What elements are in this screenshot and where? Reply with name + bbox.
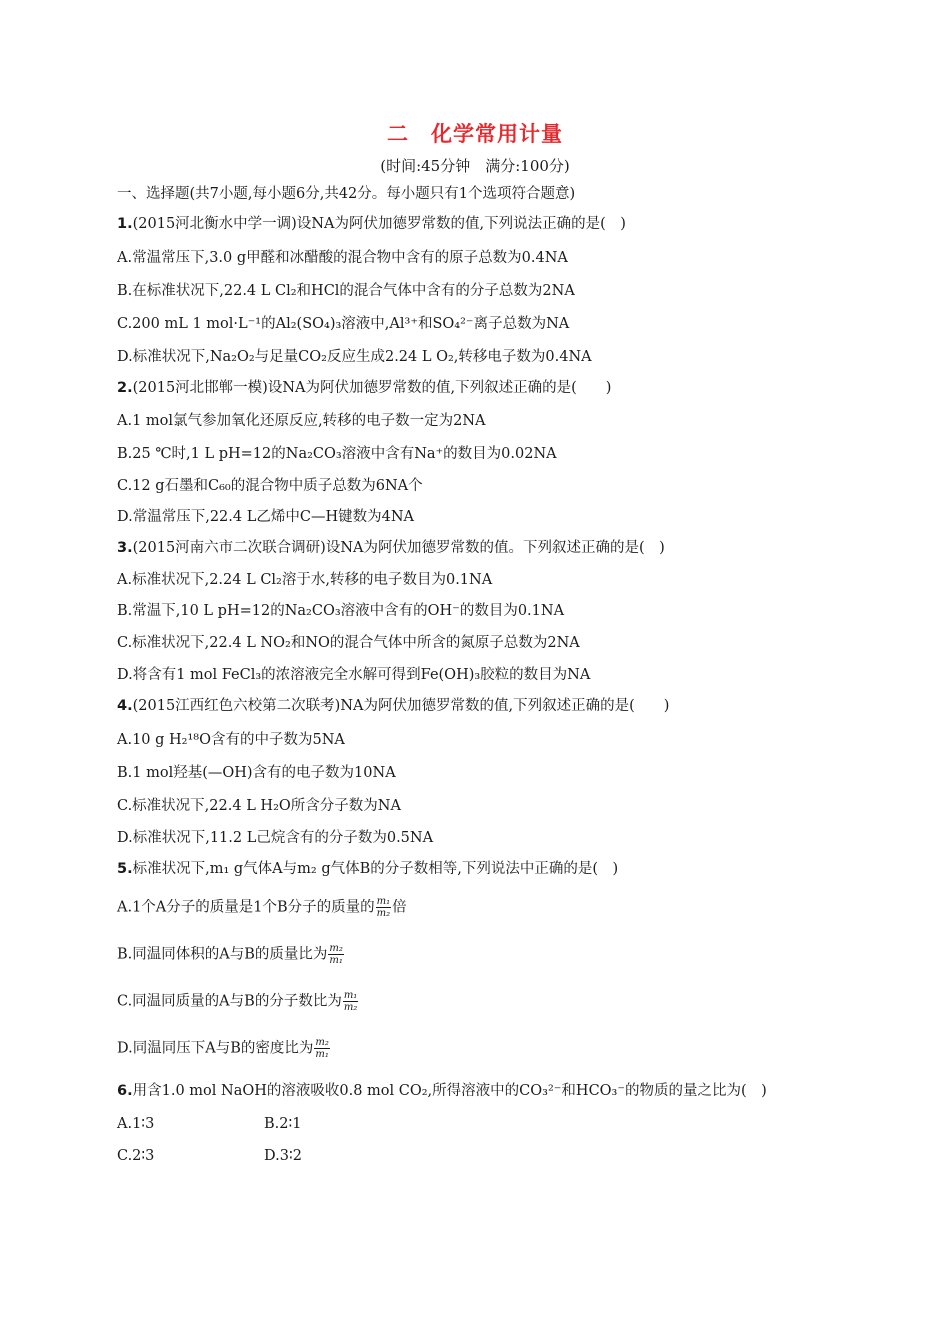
fraction-denominator: m₁ xyxy=(329,955,343,966)
question-5-stem xyxy=(117,859,618,879)
question-6-option-a: A.1∶3 xyxy=(117,1116,155,1132)
question-4-option-b: B.1 mol羟基(—OH)含有的电子数为10NA xyxy=(117,765,396,781)
question-3-option-b: B.常温下,10 L pH=12的Na₂CO₃溶液中含有的OH⁻的数目为0.1NA xyxy=(117,603,565,619)
fraction-m1-over-m2 xyxy=(376,896,392,919)
question-number: 6. xyxy=(117,1083,133,1099)
question-6-option-c: C.2∶3 xyxy=(117,1148,155,1164)
question-1-option-b: B.在标准状况下,22.4 L Cl₂和HCl的混合气体中含有的分子总数为2NA xyxy=(117,283,575,299)
question-1-option-d: D.标准状况下,Na₂O₂与足量CO₂反应生成2.24 L O₂,转移电子数为0.4NA xyxy=(117,349,592,365)
fraction-numerator: m₁ xyxy=(376,896,391,907)
question-1-option-a: A.常温常压下,3.0 g甲醛和冰醋酸的混合物中含有的原子总数为0.4NA xyxy=(117,250,568,266)
option-text: D.同温同压下A与B的密度比为 xyxy=(117,1040,314,1057)
option-tail: 倍 xyxy=(392,899,407,916)
question-number: 2. xyxy=(117,380,133,396)
question-6-option-d: D.3∶2 xyxy=(264,1148,302,1164)
question-text: (2015江西红色六校第二次联考)NA为阿伏加德罗常数的值,下列叙述正确的是( ) xyxy=(132,698,670,714)
fraction-numerator: m₂ xyxy=(329,943,343,954)
question-1-stem xyxy=(117,214,626,234)
question-3-option-c: C.标准状况下,22.4 L NO₂和NO的混合气体中所含的氮原子总数为2NA xyxy=(117,635,580,651)
question-5-option-d xyxy=(117,1037,331,1060)
fraction-numerator: m₁ xyxy=(343,990,358,1001)
question-6-stem xyxy=(117,1081,767,1101)
question-6-option-b: B.2∶1 xyxy=(264,1116,302,1132)
fraction-m2-over-m1 xyxy=(328,943,344,966)
question-1-option-c: C.200 mL 1 mol·L⁻¹的Al₂(SO₄)₃溶液中,Al³⁺和SO₄²⁻离子总数为NA xyxy=(117,316,570,332)
question-2-option-c: C.12 g石墨和C₆₀的混合物中质子总数为6NA个 xyxy=(117,478,423,494)
question-2-option-a: A.1 mol氯气参加氧化还原反应,转移的电子数一定为2NA xyxy=(117,413,486,429)
question-4-option-a: A.10 g H₂¹⁸O含有的中子数为5NA xyxy=(117,732,345,748)
fraction-m2-over-m1 xyxy=(314,1037,330,1060)
question-number: 1. xyxy=(117,216,133,232)
question-3-option-a: A.标准状况下,2.24 L Cl₂溶于水,转移的电子数目为0.1NA xyxy=(117,572,493,588)
fraction-denominator: m₂ xyxy=(343,1002,358,1013)
page-subtitle: (时间:45分钟 满分:100分) xyxy=(380,157,570,175)
page-title: 二 化学常用计量 xyxy=(387,122,563,146)
question-number: 3. xyxy=(117,540,133,556)
question-5-option-a xyxy=(117,896,407,919)
question-4-option-c: C.标准状况下,22.4 L H₂O所含分子数为NA xyxy=(117,798,401,814)
question-number: 4. xyxy=(117,698,133,714)
question-2-option-d: D.常温常压下,22.4 L乙烯中C—H键数为4NA xyxy=(117,509,414,525)
fraction-m1-over-m2 xyxy=(343,990,359,1013)
fraction-denominator: m₁ xyxy=(315,1049,329,1060)
question-text: 标准状况下,m₁ g气体A与m₂ g气体B的分子数相等,下列说法中正确的是( ) xyxy=(132,861,619,877)
fraction-denominator: m₂ xyxy=(376,908,391,919)
question-3-stem xyxy=(117,538,665,558)
option-text: B.同温同体积的A与B的质量比为 xyxy=(117,946,328,963)
question-5-option-b xyxy=(117,943,345,966)
question-text: 用含1.0 mol NaOH的溶液吸收0.8 mol CO₂,所得溶液中的CO₃²⁻和HCO₃⁻的物质的量之比为( ) xyxy=(132,1083,767,1099)
question-3-option-d: D.将含有1 mol FeCl₃的浓溶液完全水解可得到Fe(OH)₃胶粒的数目为NA xyxy=(117,667,591,683)
question-number: 5. xyxy=(117,861,133,877)
question-2-option-b: B.25 ℃时,1 L pH=12的Na₂CO₃溶液中含有Na⁺的数目为0.02NA xyxy=(117,446,557,462)
question-text: (2015河北邯郸一模)设NA为阿伏加德罗常数的值,下列叙述正确的是( ) xyxy=(132,380,612,396)
fraction-numerator: m₂ xyxy=(315,1037,329,1048)
option-text: A.1个A分子的质量是1个B分子的质量的 xyxy=(117,899,375,916)
question-4-option-d: D.标准状况下,11.2 L己烷含有的分子数为0.5NA xyxy=(117,830,434,846)
question-4-stem xyxy=(117,696,669,716)
option-text: C.同温同质量的A与B的分子数比为 xyxy=(117,993,342,1010)
question-text: (2015河南六市二次联合调研)设NA为阿伏加德罗常数的值。下列叙述正确的是( ) xyxy=(132,540,665,556)
question-5-option-c xyxy=(117,990,359,1013)
question-2-stem xyxy=(117,378,611,398)
question-text: (2015河北衡水中学一调)设NA为阿伏加德罗常数的值,下列说法正确的是( ) xyxy=(132,216,626,232)
section-heading: 一、选择题(共7小题,每小题6分,共42分。每小题只有1个选项符合题意) xyxy=(117,186,576,202)
